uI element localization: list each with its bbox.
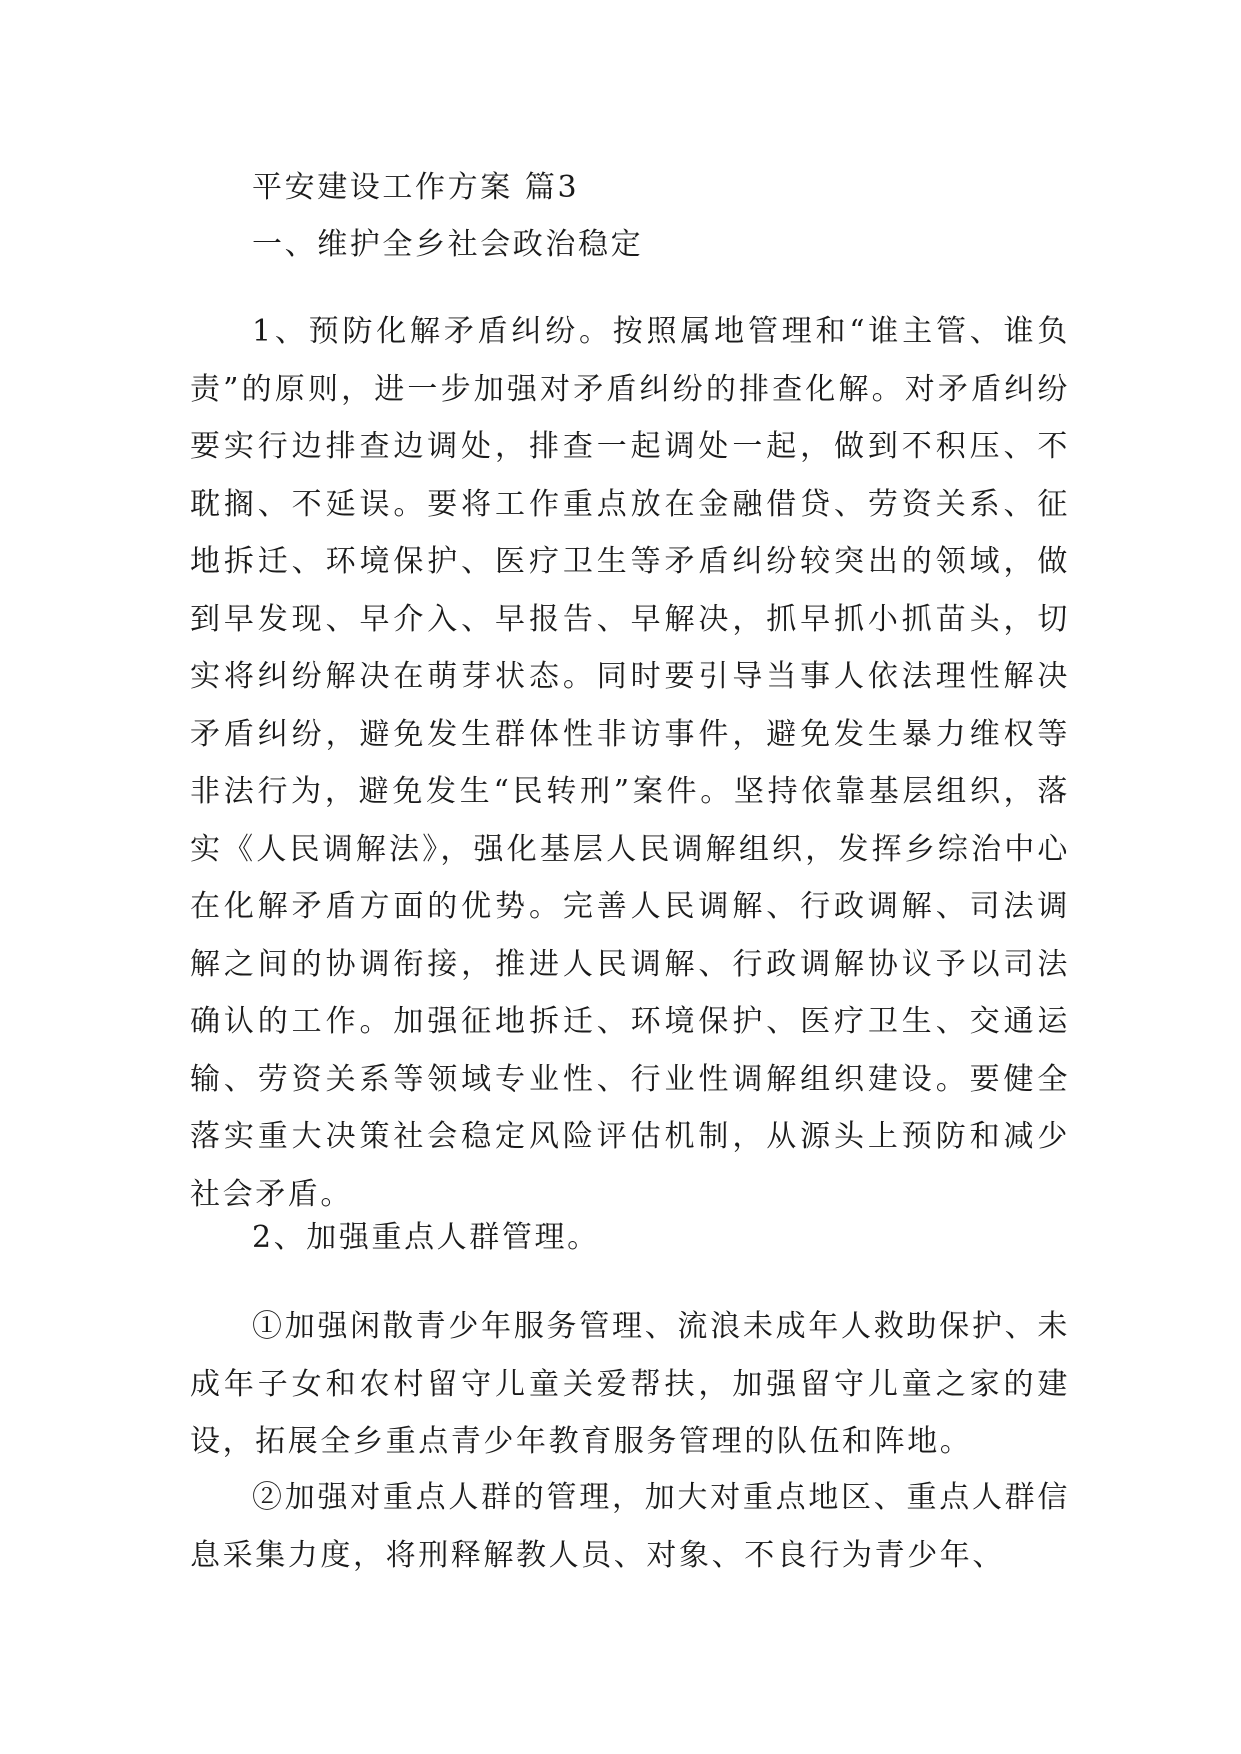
subsection-heading: 2、加强重点人群管理。 xyxy=(252,1220,600,1255)
body-paragraph: 1、预防化解矛盾纠纷。按照属地管理和“谁主管、谁负责”的原则，进一步加强对矛盾纠纷的排查化解。对矛盾纠纷要实行边排查边调处，排查一起调处一起，做到不积压、不耽搁、不延误。要将工作重点放在金融借贷、劳资关系、征地拆迁、环境保护、医疗卫生等矛盾纠纷较突出的领域，做到早发现、早介入、早报告、早解决，抓早抓小抓苗头，切实将纠纷解决在萌芽状态。同时要引导当事人依法理性解决矛盾纠纷，避免发生群体性非访事件，避免发生暴力维权等非法行为，避免发生“民转刑”案件。坚持依靠基层组织，落实《人民调解法》，强化基层人民调解组织，发挥乡综治中心在化解矛盾方面的优势。完善人民调解、行政调解、司法调解之间的协调衔接，推进人民调解、行政调解协议予以司法确认的工作。加强征地拆迁、环境保护、医疗卫生、交通运输、劳资关系等领域专业性、行业性调解组织建设。要健全落实重大决策社会稳定风险评估机制，从源头上预防和减少社会矛盾。 xyxy=(190,314,1070,1212)
document-title: 平安建设工作方案 篇3 xyxy=(252,170,580,205)
section-heading: 一、维护全乡社会政治稳定 xyxy=(252,227,644,262)
body-paragraph: ②加强对重点人群的管理，加大对重点地区、重点人群信息采集力度，将刑释解教人员、对象、不良行为青少年、 xyxy=(190,1480,1070,1573)
body-paragraph: ①加强闲散青少年服务管理、流浪未成年人救助保护、未成年子女和农村留守儿童关爱帮扶，加强留守儿童之家的建设，拓展全乡重点青少年教育服务管理的队伍和阵地。 xyxy=(190,1309,1070,1459)
